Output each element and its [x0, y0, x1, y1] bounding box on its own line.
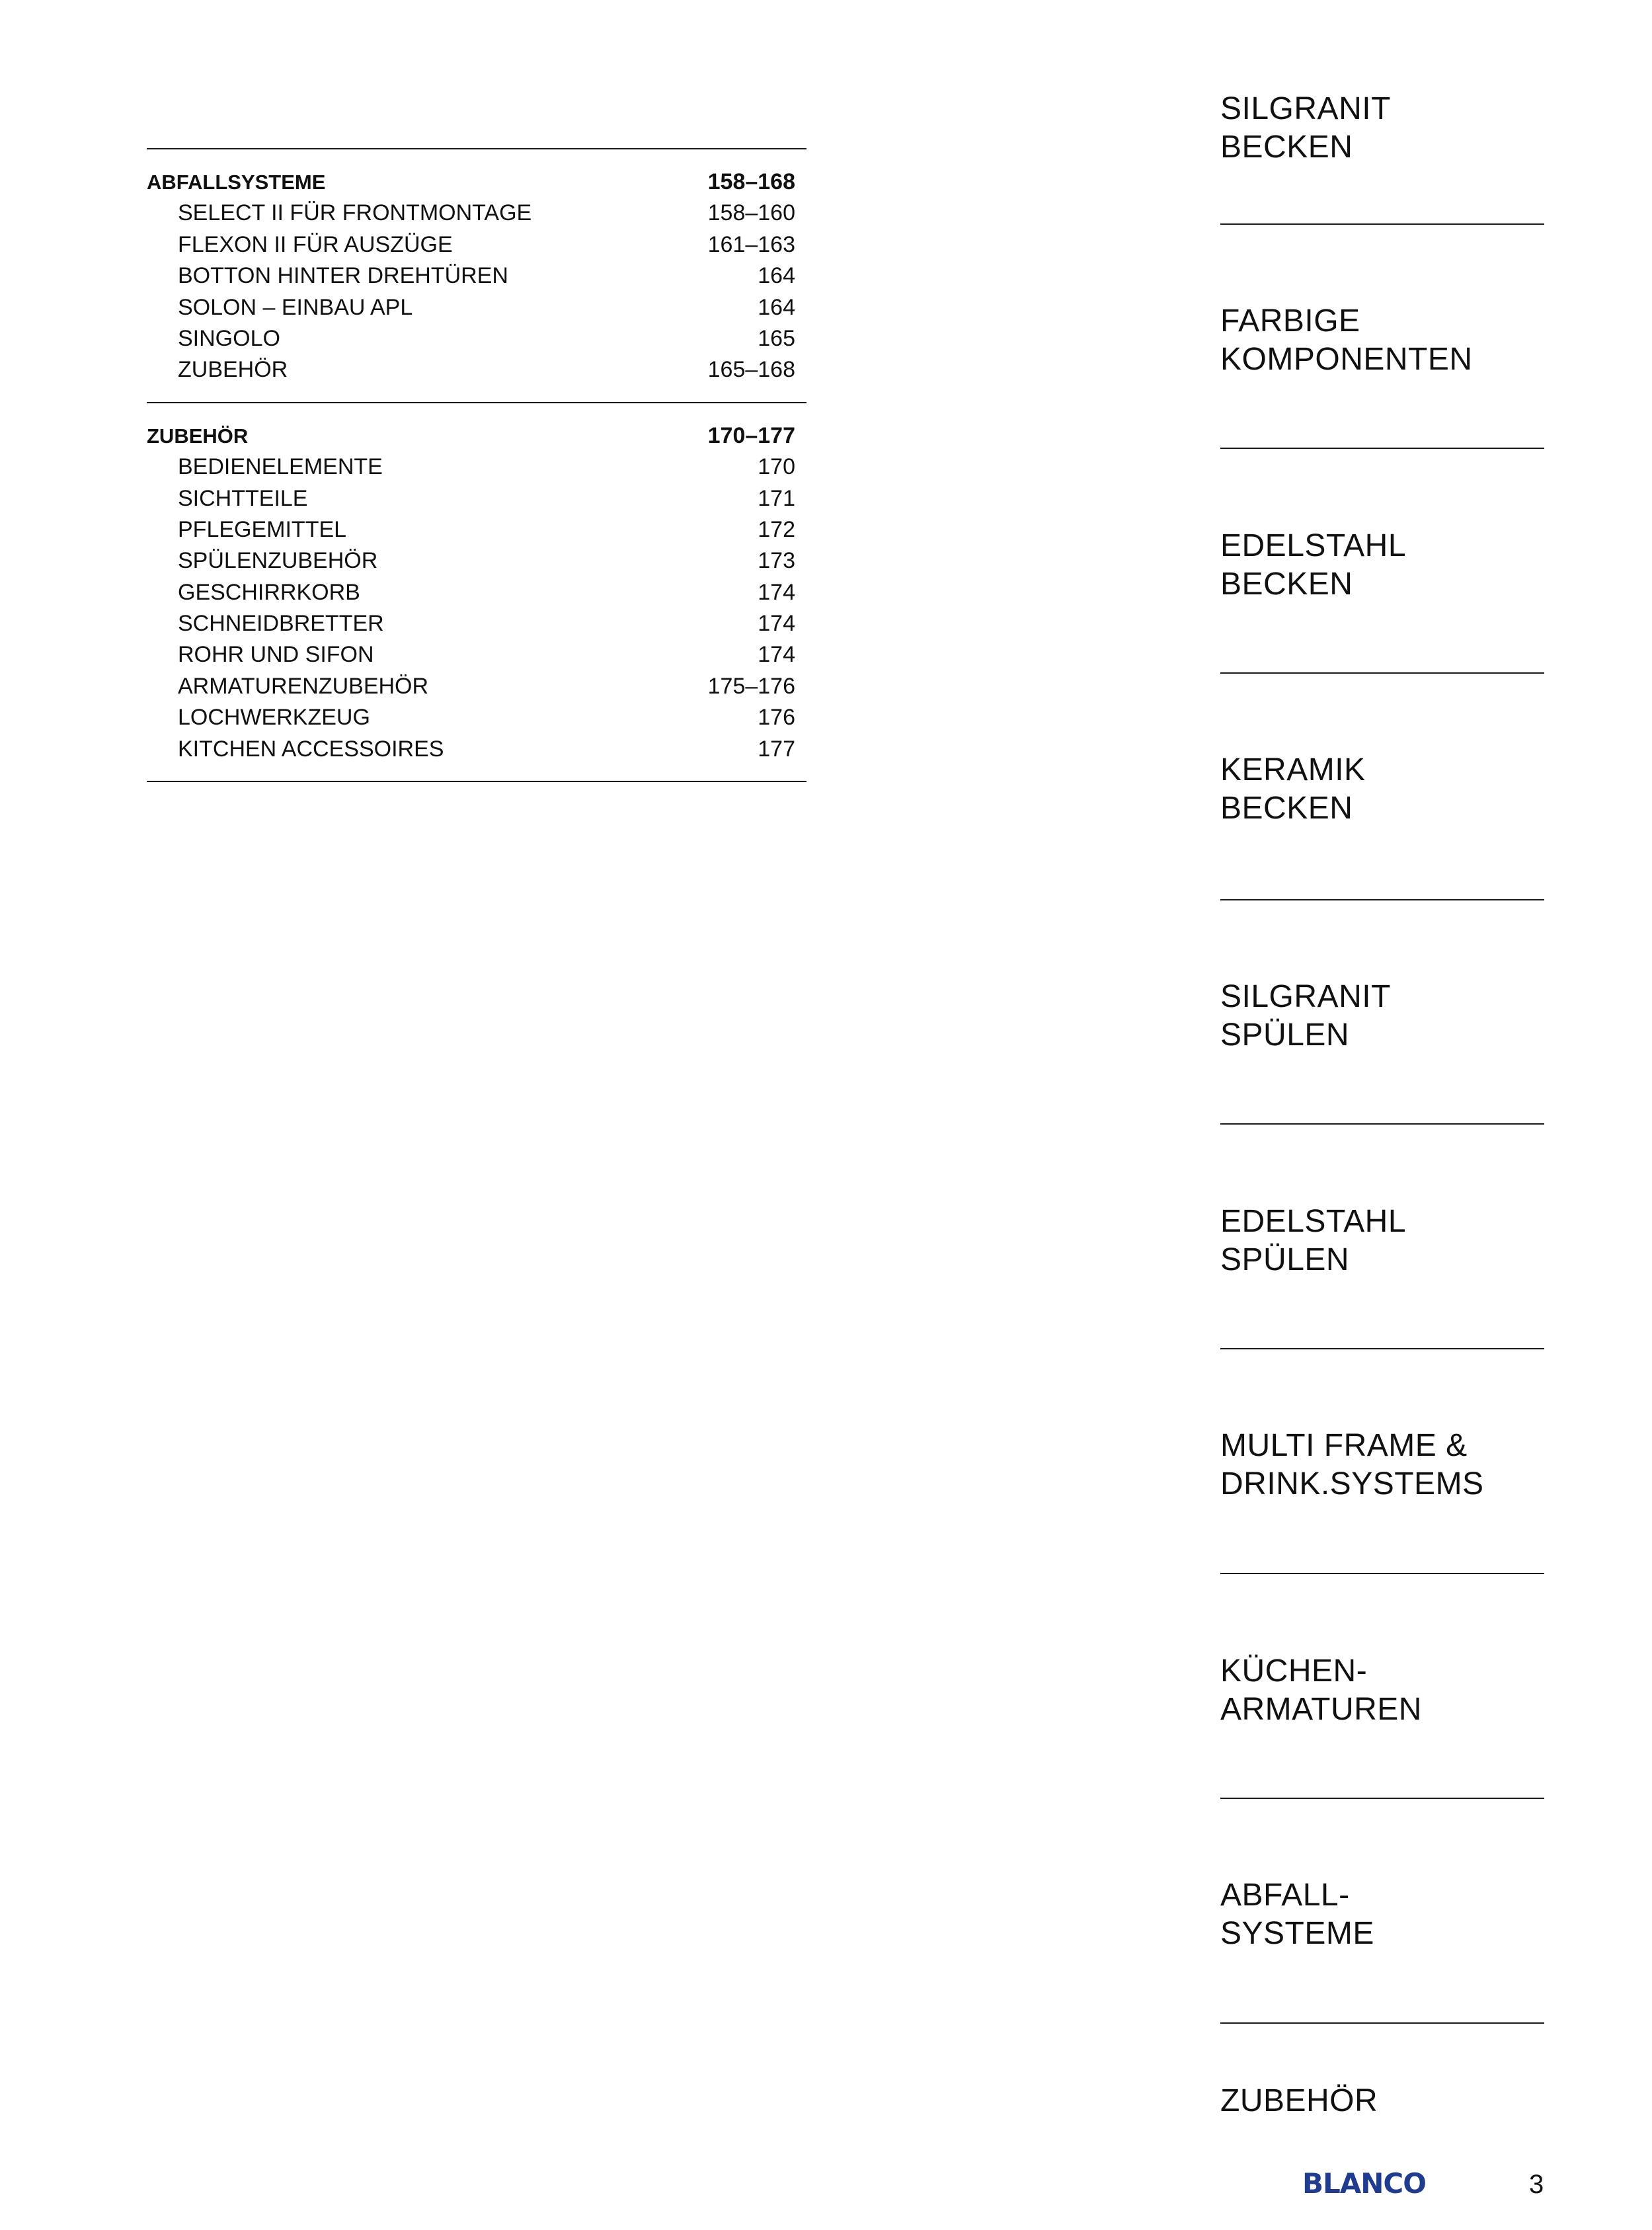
chapter-divider [1220, 1573, 1544, 1574]
toc-item-pages: 176 [758, 705, 795, 731]
chapter-link-multi-frame[interactable] [1220, 1427, 1544, 1503]
toc-section-pages: 158–168 [707, 169, 795, 194]
toc-item[interactable] [147, 734, 806, 765]
toc-item-pages: 175–176 [707, 673, 795, 699]
toc-item-pages: 165–168 [707, 357, 795, 383]
chapter-divider [1220, 1348, 1544, 1349]
toc-section-header[interactable] [147, 167, 806, 198]
toc-item[interactable] [147, 452, 806, 483]
toc-item[interactable] [147, 671, 806, 702]
toc-item-pages: 158–160 [707, 200, 795, 226]
chapter-label: KERAMIK BECKEN [1220, 752, 1366, 826]
chapter-label: FARBIGE KOMPONENTEN [1220, 303, 1473, 377]
chapter-link-edelstahl-becken[interactable] [1220, 527, 1544, 604]
chapter-divider [1220, 223, 1544, 225]
toc-section-title: ABFALLSYSTEME [147, 171, 326, 194]
chapter-label: ZUBEHÖR [1220, 2083, 1378, 2118]
toc-item-title: BEDIENELEMENTE [178, 454, 383, 480]
toc-section-abfallsysteme [147, 148, 806, 402]
toc-item-title: SELECT II FÜR FRONTMONTAGE [178, 200, 532, 226]
toc-item-pages: 172 [758, 516, 795, 542]
toc-item-pages: 173 [758, 548, 795, 574]
toc-item-pages: 164 [758, 263, 795, 289]
chapter-divider [1220, 2022, 1544, 2024]
chapter-label: ABFALL- SYSTEME [1220, 1878, 1374, 1951]
toc-item-title: PFLEGEMITTEL [178, 516, 347, 542]
toc-item-title: GESCHIRRKORB [178, 579, 360, 605]
toc-item-title: ZUBEHÖR [178, 357, 288, 383]
chapter-link-silgranit-spuelen[interactable] [1220, 978, 1544, 1055]
toc-item[interactable] [147, 702, 806, 733]
toc-item-title: SINGOLO [178, 325, 280, 351]
toc-section-zubehoer [147, 402, 806, 782]
toc-item-title: SOLON – EINBAU APL [178, 294, 413, 320]
toc-item-pages: 177 [758, 736, 795, 762]
toc-item-pages: 170 [758, 454, 795, 480]
toc-item-pages: 174 [758, 642, 795, 668]
chapter-label: EDELSTAHL SPÜLEN [1220, 1204, 1407, 1277]
toc-item-title: LOCHWERKZEUG [178, 705, 370, 731]
chapter-label: MULTI FRAME & DRINK.SYSTEMS [1220, 1428, 1484, 1501]
toc-item-pages: 164 [758, 294, 795, 320]
toc-item[interactable] [147, 323, 806, 354]
toc-item-title: BOTTON HINTER DREHTÜREN [178, 263, 508, 289]
toc-item[interactable] [147, 545, 806, 577]
chapter-link-keramik-becken[interactable] [1220, 751, 1544, 828]
chapter-divider [1220, 1123, 1544, 1125]
toc-item[interactable] [147, 260, 806, 292]
toc-item[interactable] [147, 577, 806, 608]
toc-item[interactable] [147, 198, 806, 229]
toc-item[interactable] [147, 292, 806, 323]
toc-section-header[interactable] [147, 420, 806, 452]
toc-item-pages: 161–163 [707, 231, 795, 257]
blanco-logo: BLANCO [1302, 2167, 1426, 2200]
toc-item-pages: 171 [758, 485, 795, 511]
chapter-divider [1220, 448, 1544, 449]
chapter-link-abfallsysteme[interactable] [1220, 1876, 1544, 1953]
chapter-label: SILGRANIT BECKEN [1220, 91, 1391, 165]
chapter-link-edelstahl-spuelen[interactable] [1220, 1203, 1544, 1279]
table-of-contents [147, 148, 806, 782]
toc-item-pages: 174 [758, 611, 795, 637]
chapter-divider [1220, 899, 1544, 900]
chapter-divider [1220, 1798, 1544, 1799]
chapter-link-kuechen-armaturen[interactable] [1220, 1652, 1544, 1729]
chapter-link-farbige-komponenten[interactable] [1220, 302, 1544, 379]
toc-item-title: FLEXON II FÜR AUSZÜGE [178, 231, 453, 257]
toc-item[interactable] [147, 608, 806, 639]
toc-section-title: ZUBEHÖR [147, 424, 249, 448]
toc-item[interactable] [147, 514, 806, 545]
toc-item-pages: 165 [758, 325, 795, 351]
toc-item-title: ROHR UND SIFON [178, 642, 374, 668]
page-number: 3 [1529, 2170, 1544, 2199]
toc-item-title: SICHTTEILE [178, 485, 308, 511]
toc-item-title: KITCHEN ACCESSOIRES [178, 736, 444, 762]
chapter-link-zubehoer[interactable] [1220, 2082, 1544, 2120]
chapter-label: SILGRANIT SPÜLEN [1220, 979, 1391, 1053]
toc-item[interactable] [147, 639, 806, 670]
toc-item[interactable] [147, 483, 806, 514]
toc-item-title: ARMATURENZUBEHÖR [178, 673, 429, 699]
toc-item[interactable] [147, 229, 806, 260]
chapter-link-silgranit-becken[interactable] [1220, 90, 1544, 167]
chapter-label: KÜCHEN- ARMATUREN [1220, 1653, 1422, 1727]
toc-item-pages: 174 [758, 579, 795, 605]
toc-item-title: SPÜLENZUBEHÖR [178, 548, 378, 574]
toc-item-title: SCHNEIDBRETTER [178, 611, 384, 637]
toc-item[interactable] [147, 354, 806, 385]
chapter-divider [1220, 672, 1544, 674]
toc-section-pages: 170–177 [707, 422, 795, 448]
chapter-label: EDELSTAHL BECKEN [1220, 528, 1407, 602]
